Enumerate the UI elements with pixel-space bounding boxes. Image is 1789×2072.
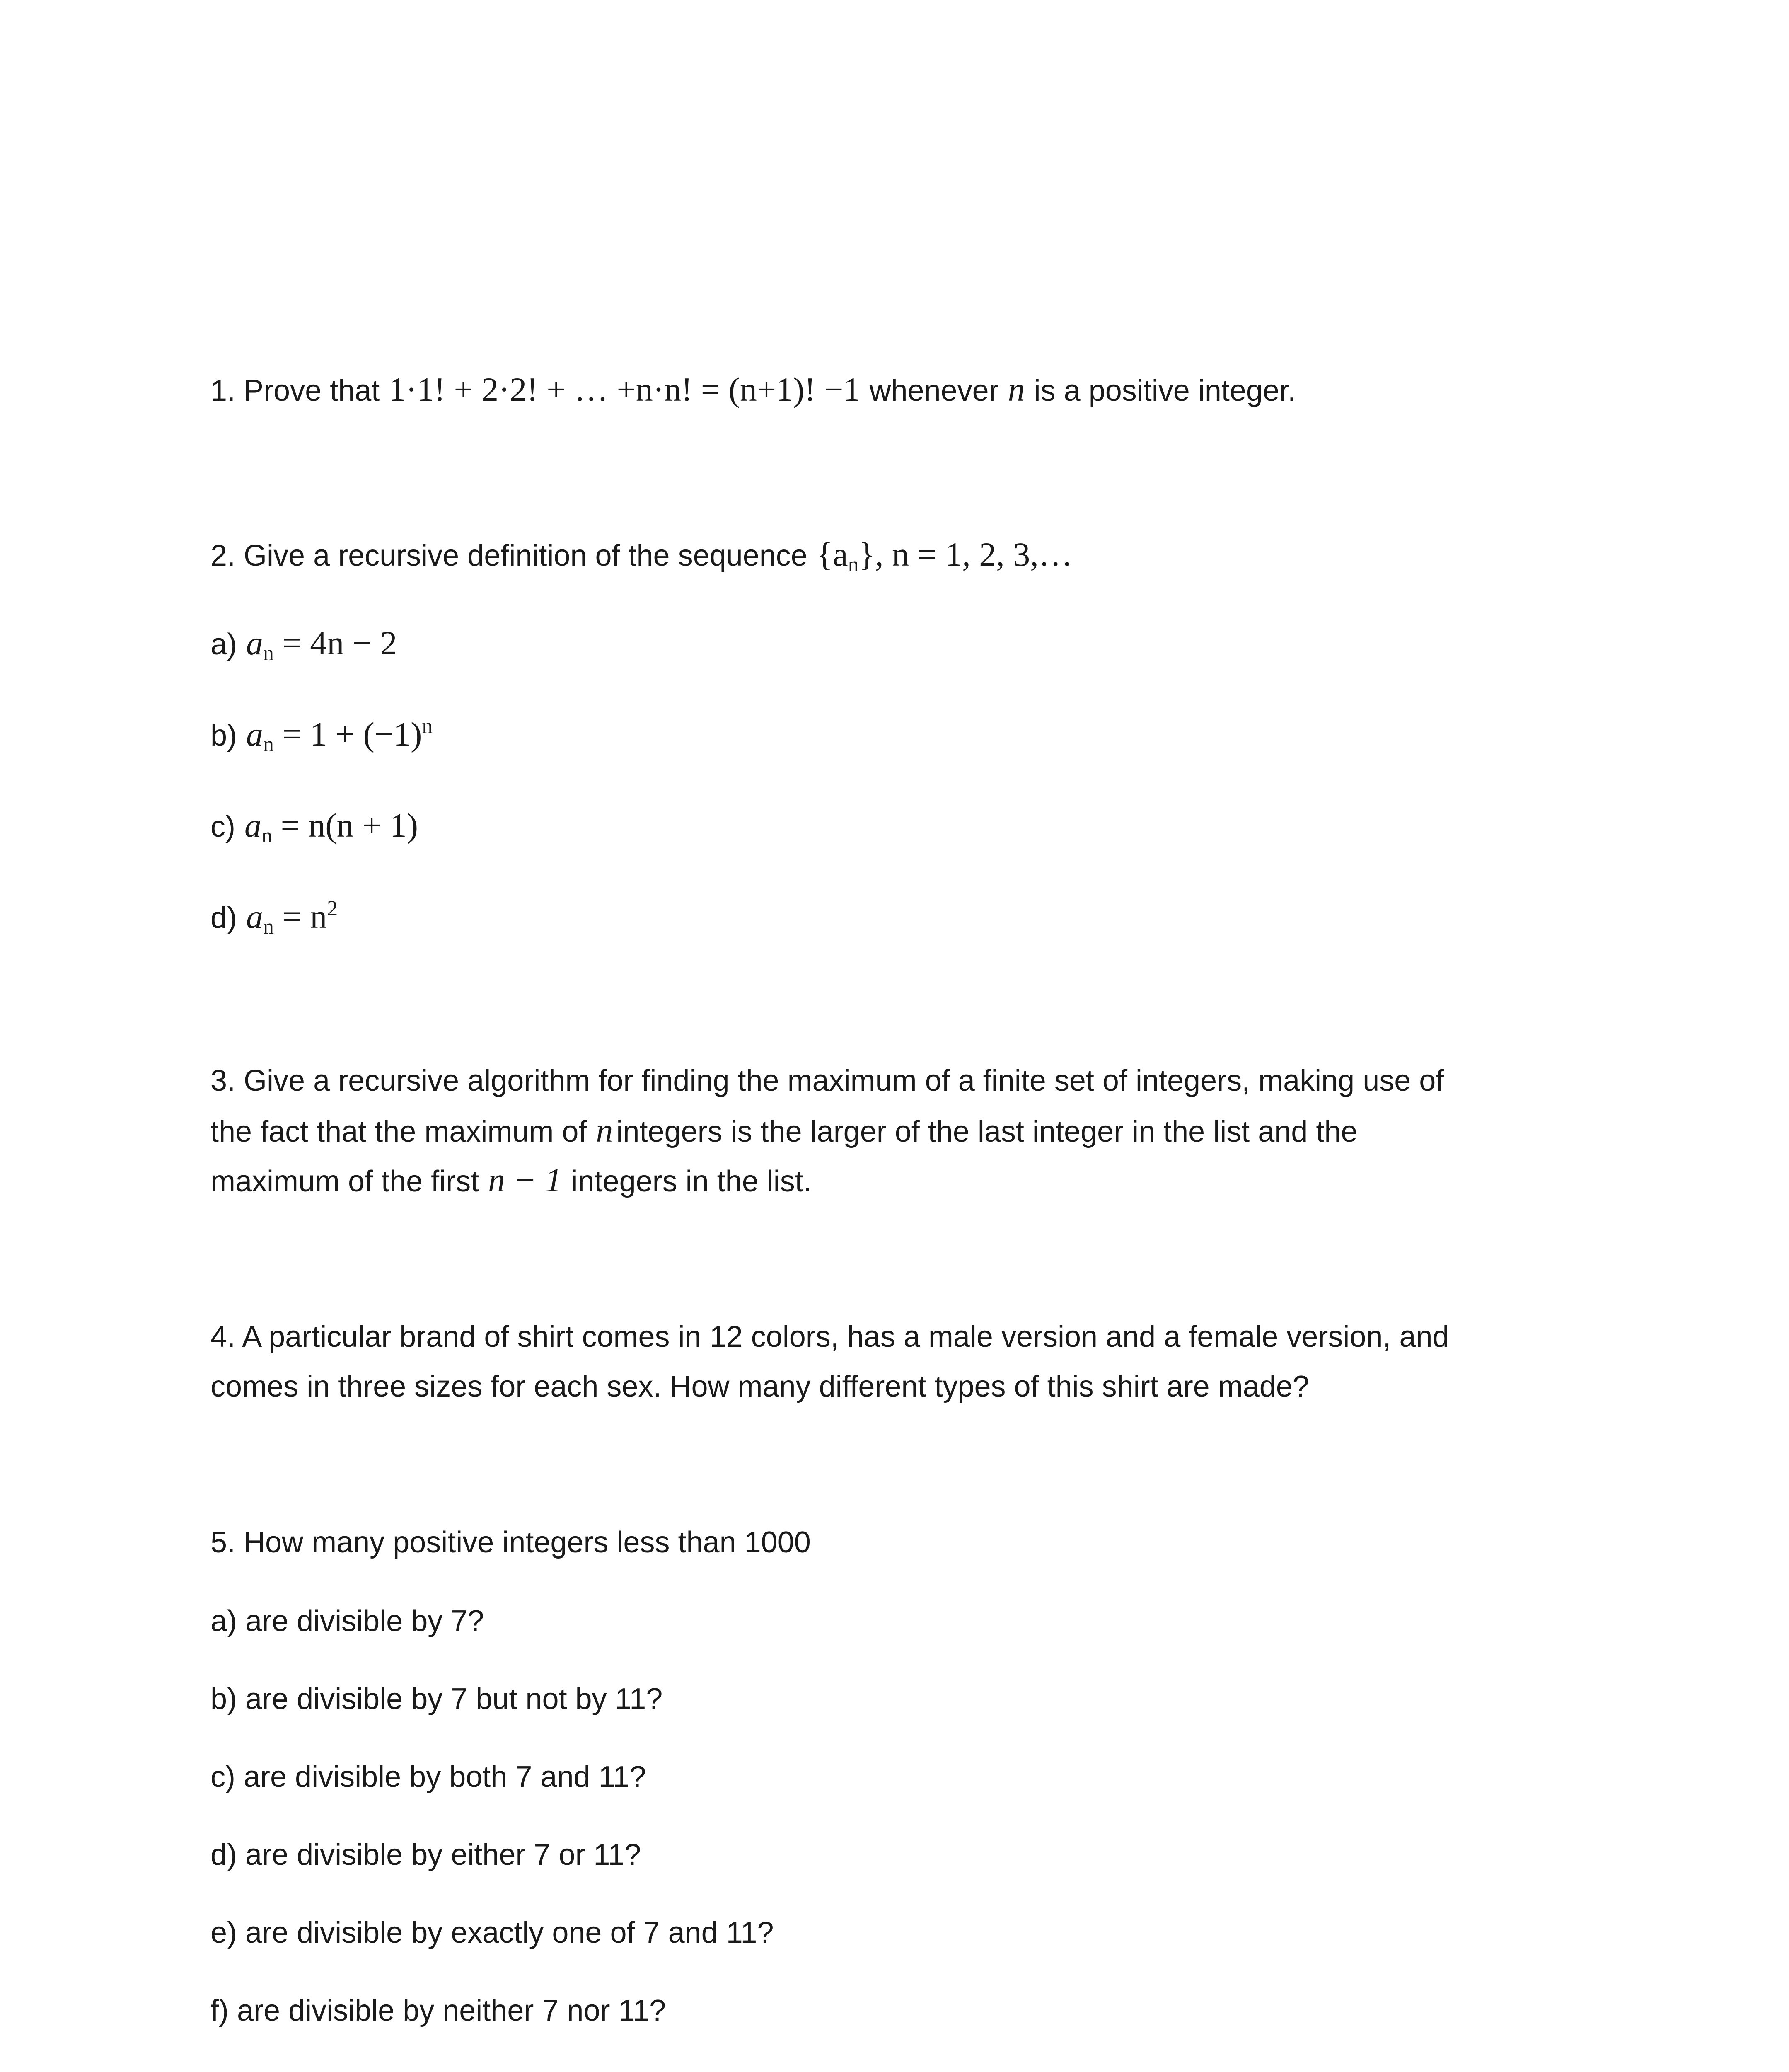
- problem-3-line-2: the fact that the maximum of n integers is the larger of the last integer in the list and the: [210, 1111, 1358, 1149]
- problem-1-suffix: is a positive integer.: [1034, 374, 1296, 407]
- problem-3-line-3: maximum of the first n − 1 integers in the list.: [210, 1161, 812, 1199]
- problem-2-part-a: [210, 618, 397, 669]
- problem-2-sequence: $\{a_n\}$, n = 1, 2, 3,…: [816, 535, 1073, 576]
- problem-3-expression: n − 1: [488, 1161, 562, 1199]
- problem-1: [210, 365, 1296, 416]
- problem-5-part-a: a) are divisible by 7?: [210, 1605, 484, 1638]
- problem-2-part-c: [210, 801, 418, 852]
- problem-1-prefix: 1. Prove that: [210, 374, 380, 407]
- problem-4-line-1: 4. A particular brand of shirt comes in 12 colors, has a male version and a female version, and: [210, 1320, 1449, 1353]
- part-formula: $a_n = n(n + 1)$: [244, 806, 418, 847]
- problem-1-middle: whenever: [869, 374, 999, 407]
- problem-3-line-1: 3. Give a recursive algorithm for finding the maximum of a finite set of integers, making use of: [210, 1064, 1444, 1097]
- problem-2: [210, 530, 1073, 581]
- problem-1-variable: n: [1008, 370, 1025, 408]
- problem-5-part-d: d) are divisible by either 7 or 11?: [210, 1838, 641, 1871]
- problem-5-intro: 5. How many positive integers less than 1000: [210, 1526, 811, 1559]
- problem-2-part-d: [210, 892, 338, 943]
- problem-5-part-e: e) are divisible by exactly one of 7 and 11?: [210, 1916, 774, 1949]
- part-label: d): [210, 901, 237, 934]
- problem-1-equation: 1·1! + 2·2! + … +n·n! = (n+1)! −1: [389, 370, 861, 408]
- part-label: b): [210, 719, 237, 752]
- problem-5-part-c: c) are divisible by both 7 and 11?: [210, 1760, 646, 1794]
- part-label: a): [210, 628, 237, 661]
- problem-2-part-b: [210, 709, 433, 760]
- problem-5-part-b: b) are divisible by 7 but not by 11?: [210, 1682, 663, 1716]
- problem-4-line-2: comes in three sizes for each sex. How many different types of this shirt are made?: [210, 1370, 1309, 1403]
- problem-3-variable: n: [596, 1111, 613, 1149]
- problem-5-part-f: f) are divisible by neither 7 nor 11?: [210, 1994, 666, 2027]
- part-formula: $a_n = n^2$: [246, 897, 338, 939]
- part-label: c): [210, 810, 235, 843]
- part-formula: $a_n = 1 + (-1)^n$: [246, 714, 433, 756]
- part-formula: $a_n = 4n - 2$: [246, 624, 397, 665]
- problem-2-prefix: 2. Give a recursive definition of the sequence: [210, 539, 807, 572]
